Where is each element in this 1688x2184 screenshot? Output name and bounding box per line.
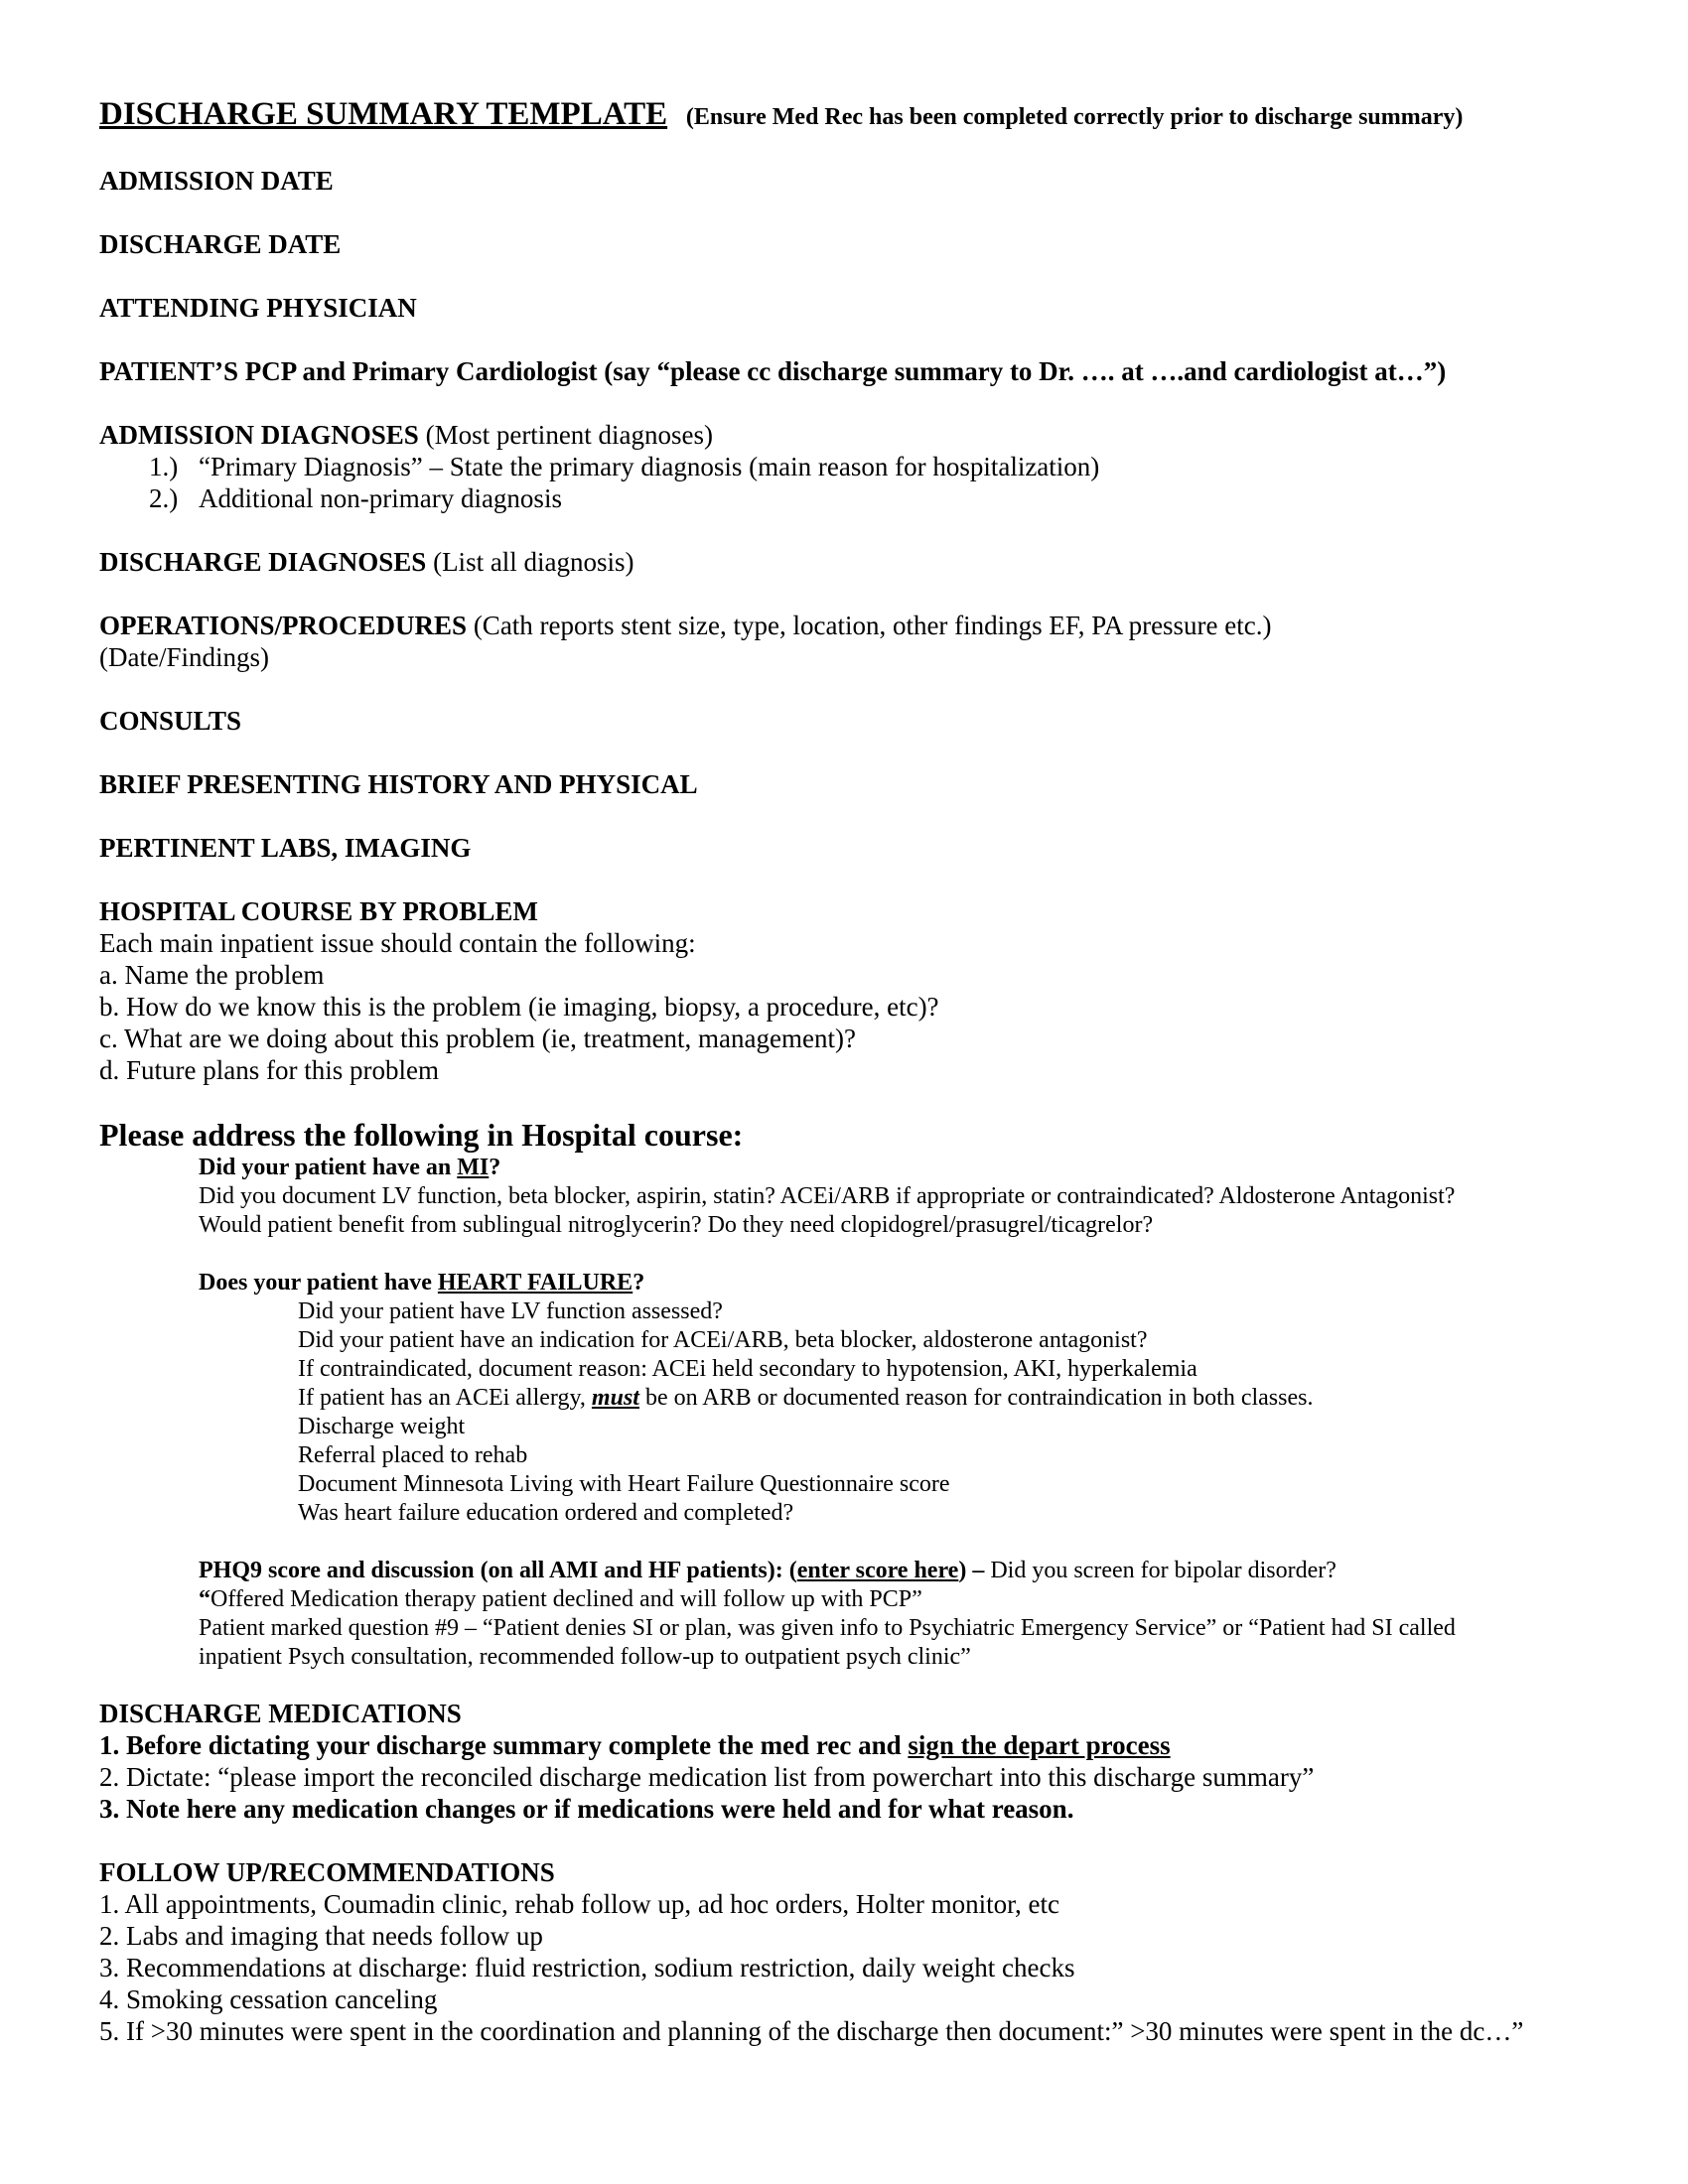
hf-question: Does your patient have HEART FAILURE? xyxy=(199,1270,645,1296)
pcp-label: PATIENT’S PCP and Primary Cardiologist (say “please cc discharge summary to Dr. …. at ….and cardiologist at…”) xyxy=(99,356,1447,386)
list-item: Document Minnesota Living with Heart Failure Questionnaire score xyxy=(298,1471,950,1497)
procedures-heading: OPERATIONS/PROCEDURES (Cath reports stent size, type, location, other findings EF, PA pressure etc.) xyxy=(99,611,1272,640)
list-item: Was heart failure education ordered and completed? xyxy=(298,1500,794,1526)
list-item: c. What are we doing about this problem (ie, treatment, management)? xyxy=(99,1024,856,1053)
list-item: If patient has an ACEi allergy, must be on ARB or documented reason for contraindication in both classes. xyxy=(298,1385,1314,1411)
history-heading: BRIEF PRESENTING HISTORY AND PHYSICAL xyxy=(99,769,698,799)
list-item: 1. Before dictating your discharge summary complete the med rec and sign the depart process xyxy=(99,1730,1171,1760)
list-item: Would patient benefit from sublingual nitroglycerin? Do they need clopidogrel/prasugrel/ticagrelor? xyxy=(199,1212,1154,1238)
list-item: 4. Smoking cessation canceling xyxy=(99,1984,438,2014)
list-item: b. How do we know this is the problem (ie imaging, biopsy, a procedure, etc)? xyxy=(99,992,939,1022)
discharge-medications-heading: DISCHARGE MEDICATIONS xyxy=(99,1699,462,1728)
list-item: 5. If >30 minutes were spent in the coordination and planning of the discharge then document:” >30 minutes were spent in the dc…” xyxy=(99,2016,1524,2046)
hospital-course-heading: HOSPITAL COURSE BY PROBLEM xyxy=(99,896,538,926)
document-title: DISCHARGE SUMMARY TEMPLATE xyxy=(99,96,668,132)
document-page xyxy=(99,94,1648,2047)
list-item: 2. Labs and imaging that needs follow up xyxy=(99,1921,543,1951)
discharge-date-label: DISCHARGE DATE xyxy=(99,229,342,259)
mi-question: Did your patient have an MI? xyxy=(199,1155,501,1180)
list-item: “Offered Medication therapy patient declined and will follow up with PCP” xyxy=(199,1586,922,1612)
list-item: 2.) Additional non-primary diagnosis xyxy=(149,483,562,513)
list-item: Discharge weight xyxy=(298,1414,466,1439)
list-item: Did your patient have LV function assessed? xyxy=(298,1298,723,1324)
list-item: If contraindicated, document reason: ACEi held secondary to hypotension, AKI, hyperkalemia xyxy=(298,1356,1197,1382)
list-item: 1. All appointments, Coumadin clinic, rehab follow up, ad hoc orders, Holter monitor, etc xyxy=(99,1889,1059,1919)
list-item: 3. Recommendations at discharge: fluid restriction, sodium restriction, daily weight checks xyxy=(99,1953,1075,1982)
list-item: inpatient Psych consultation, recommended follow-up to outpatient psych clinic” xyxy=(199,1644,971,1670)
list-item: 1.) “Primary Diagnosis” – State the primary diagnosis (main reason for hospitalization) xyxy=(149,452,1100,481)
list-item: 3. Note here any medication changes or if medications were held and for what reason. xyxy=(99,1794,1074,1824)
procedures-subline: (Date/Findings) xyxy=(99,642,269,672)
address-heading: Please address the following in Hospital course: xyxy=(99,1117,744,1153)
admission-diagnoses-heading: ADMISSION DIAGNOSES (Most pertinent diagnoses) xyxy=(99,420,714,450)
phq9-line: PHQ9 score and discussion (on all AMI and HF patients): (enter score here) – Did you screen for bipolar disorder? xyxy=(199,1558,1336,1583)
list-item: Did your patient have an indication for ACEi/ARB, beta blocker, aldosterone antagonist? xyxy=(298,1327,1148,1353)
list-item: Referral placed to rehab xyxy=(298,1442,528,1468)
list-item: Each main inpatient issue should contain the following: xyxy=(99,928,696,958)
list-item: a. Name the problem xyxy=(99,960,325,990)
follow-up-heading: FOLLOW UP/RECOMMENDATIONS xyxy=(99,1857,555,1887)
list-item: Did you document LV function, beta blocker, aspirin, statin? ACEi/ARB if appropriate or contraindicated? Aldosterone Antagonist? xyxy=(199,1183,1456,1209)
attending-physician-label: ATTENDING PHYSICIAN xyxy=(99,293,417,323)
document-subtitle: (Ensure Med Rec has been completed correctly prior to discharge summary) xyxy=(685,104,1464,130)
list-item: 2. Dictate: “please import the reconciled discharge medication list from powerchart into this discharge summary” xyxy=(99,1762,1315,1792)
consults-heading: CONSULTS xyxy=(99,706,242,736)
discharge-diagnoses-heading: DISCHARGE DIAGNOSES (List all diagnosis) xyxy=(99,547,634,577)
admission-date-label: ADMISSION DATE xyxy=(99,166,334,196)
header-line xyxy=(99,98,1648,133)
labs-heading: PERTINENT LABS, IMAGING xyxy=(99,833,472,863)
list-item: Patient marked question #9 – “Patient denies SI or plan, was given info to Psychiatric Emergency Service” or “Patient had SI called xyxy=(199,1615,1456,1641)
list-item: d. Future plans for this problem xyxy=(99,1055,439,1085)
